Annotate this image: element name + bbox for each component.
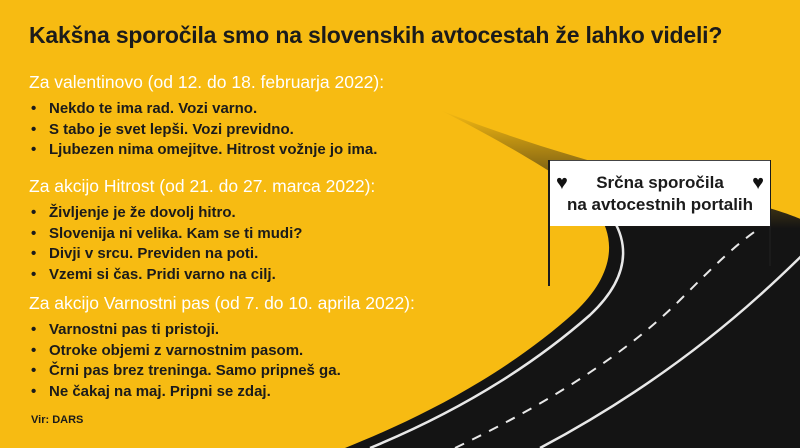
message-text: Ne čakaj na maj. Pripni se zdaj. <box>49 382 271 400</box>
section-heading: Za valentinovo (od 12. do 18. februarja 2022): <box>29 72 385 92</box>
message-text: Varnostni pas ti pristoji. <box>49 321 220 338</box>
message-list <box>29 99 384 161</box>
bullet-icon: • <box>31 362 37 379</box>
list-item <box>29 99 384 120</box>
message-text: Črni pas brez treninga. Samo pripneš ga. <box>49 362 341 379</box>
list-item <box>29 341 415 362</box>
bullet-icon: • <box>31 341 37 359</box>
list-item <box>29 120 384 141</box>
list-item <box>29 244 375 265</box>
bullet-icon: • <box>31 321 37 338</box>
page-title: Kakšna sporočila smo na slovenskih avtocestah že lahko videli? <box>29 22 723 48</box>
section-heading: Za akcijo Hitrost (od 21. do 27. marca 2022): <box>29 176 376 196</box>
list-item <box>29 361 415 382</box>
message-text: Slovenija ni velika. Kam se ti mudi? <box>49 224 303 242</box>
bullet-icon: • <box>31 100 37 117</box>
message-list <box>29 320 415 402</box>
sign-line-2: na avtocestnih portalih <box>566 195 754 214</box>
bullet-icon: • <box>31 141 37 158</box>
message-text: Vzemi si čas. Pridi varno na cilj. <box>49 265 276 283</box>
bullet-icon: • <box>31 204 37 221</box>
section-valentines <box>29 72 384 161</box>
message-text: S tabo je svet lepši. Vozi previdno. <box>49 120 294 138</box>
list-item <box>29 203 375 224</box>
section-seatbelt <box>29 293 415 402</box>
bullet-icon: • <box>31 245 37 262</box>
heart-icon: ♥ <box>752 172 764 194</box>
message-text: Življenje je že dovolj hitro. <box>49 204 236 221</box>
bullet-icon: • <box>31 224 37 242</box>
message-text: Otroke objemi z varnostnim pasom. <box>49 341 304 359</box>
list-item <box>29 382 415 403</box>
highway-portal-sign <box>550 160 770 226</box>
section-heading: Za akcijo Varnostni pas (od 7. do 10. aprila 2022): <box>29 293 415 313</box>
source-credit: Vir: DARS <box>31 414 84 426</box>
sign-text <box>550 172 770 216</box>
bullet-icon: • <box>31 265 37 283</box>
message-text: Divji v srcu. Previden na poti. <box>49 245 259 262</box>
message-text: Ljubezen nima omejitve. Hitrost vožnje jo ima. <box>49 141 378 158</box>
message-list <box>29 203 375 285</box>
list-item <box>29 265 375 286</box>
list-item <box>29 224 375 245</box>
list-item <box>29 140 384 161</box>
bullet-icon: • <box>31 120 37 138</box>
sign-line-1: Srčna sporočila <box>596 173 724 192</box>
bullet-icon: • <box>31 382 37 400</box>
section-speed <box>29 176 375 285</box>
message-text: Nekdo te ima rad. Vozi varno. <box>49 100 258 117</box>
list-item <box>29 320 415 341</box>
heart-icon: ♥ <box>556 172 568 194</box>
